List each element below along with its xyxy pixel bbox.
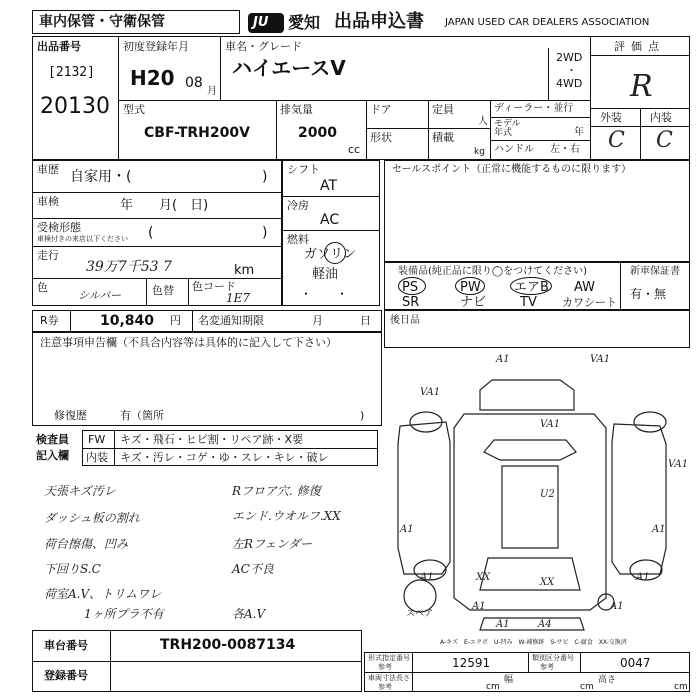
interior-label: 内装 (650, 111, 672, 124)
note-left-6: 1ヶ所プラ不有 (84, 607, 164, 621)
damage-legend: A-キズ E-エクボ U-凹み W-補修跡 S-サビ C-腐食 XX-交換済 (440, 639, 627, 646)
damage-mark-2: VA1 (590, 354, 611, 365)
color-code-value: 1E7 (226, 291, 251, 305)
shift-label: シフト (287, 163, 320, 176)
shift-value: AT (320, 178, 338, 194)
registration-label: 初度登録年月 (123, 40, 189, 53)
lot-label: 出品番号 (37, 40, 81, 53)
sales-point-label: セールスポイント（正常に機能するものに限ります） (392, 164, 632, 175)
damage-mark-4: VA1 (540, 419, 561, 430)
chassis-label: 車台番号 (44, 639, 88, 652)
fw-label: FW (88, 433, 106, 446)
color-label: 色 (37, 281, 48, 294)
grade-label: 評価点 (614, 40, 665, 53)
mileage-label: 走行 (37, 249, 59, 262)
inspector-label-2: 記入欄 (36, 449, 69, 462)
type-designation-ref: 参考 (378, 663, 392, 671)
notes-label: 注意事項申告欄（不具合内容等は具体的に記入して下さい） (40, 336, 337, 349)
history-label: 車歴 (37, 163, 59, 176)
length-unit: cm (486, 682, 500, 692)
drive-dot: ・ (566, 64, 577, 77)
equipment-ps: PS (402, 280, 419, 295)
repair-value: 有（箇所 (120, 409, 164, 422)
org-name: 愛知 (288, 13, 321, 32)
cabin-outline (502, 466, 558, 548)
notice-label: 名変通知期限 (198, 314, 264, 327)
warranty-label: 新車保証書 (630, 266, 680, 277)
seats-label: 定員 (432, 103, 454, 116)
width-unit: cm (580, 682, 594, 692)
year-unit: 年 (574, 127, 584, 138)
drive-4wd: 4WD (556, 77, 583, 90)
note-right-3: 左Rフェンダー (232, 537, 312, 551)
equipment-airbag: エアB (514, 280, 549, 295)
lot-code: [2132] (48, 65, 95, 80)
door-label: ドア (370, 103, 392, 116)
damage-mark-14: A4 (538, 619, 552, 630)
damage-mark-5: U2 (540, 489, 555, 500)
note-right-1: Rフロア穴. 修復 (232, 484, 321, 498)
mileage-unit: km (234, 263, 255, 278)
equipment-navi: ナビ (460, 295, 487, 310)
notice-month: 月 (312, 314, 323, 327)
roof-outline (480, 380, 574, 410)
width-label: 幅 (504, 675, 514, 685)
after-sale-label: 後日品 (390, 315, 420, 326)
damage-mark-8: A1 (652, 524, 666, 535)
color-value: シルバー (78, 289, 121, 302)
handle-options: 左・右 (550, 144, 580, 155)
doc-title: 出品申込書 (334, 11, 424, 32)
history-value: 自家用・( (70, 169, 132, 185)
equipment-tv: TV (520, 295, 537, 310)
note-left-2: ダッシュ板の割れ (44, 511, 140, 525)
damage-mark-12: A1 (636, 572, 650, 583)
note-left-4: 下回りS.C (44, 562, 101, 576)
type-designation-value: 12591 (452, 656, 491, 670)
class-number-ref: 参考 (540, 663, 554, 671)
equipment-pw: PW (460, 280, 481, 295)
height-label: 高さ (598, 675, 617, 685)
exterior-grade: C (608, 128, 625, 153)
interior-check-label: 内装 (86, 451, 108, 464)
ac-label: 冷房 (287, 199, 309, 212)
damage-mark-3: VA1 (420, 387, 441, 398)
note-left-5: 荷室A.V、トリムワレ (44, 587, 162, 601)
windshield-outline (484, 440, 576, 460)
ju-logo (248, 13, 284, 33)
registration-month: 08 (185, 75, 203, 91)
type-designation-label: 形式指定番号 (368, 654, 410, 662)
fuel-selected-circle (324, 242, 346, 264)
interior-grade: C (656, 128, 673, 153)
length-label: 車両寸法長さ (368, 674, 410, 682)
registration-era-year: H20 (130, 66, 175, 90)
car-name: ハイエースV (232, 56, 346, 80)
handle-label: ハンドル (494, 144, 534, 155)
height-unit: cm (674, 682, 688, 692)
notice-day: 日 (360, 314, 371, 327)
note-right-4: AC不良 (232, 562, 274, 576)
fuel-gasoline: ガソリン (304, 247, 357, 262)
inspector-label-1: 検査員 (36, 433, 69, 446)
model-value: CBF-TRH200V (144, 125, 250, 141)
note-right-6: 各A.V (232, 607, 266, 621)
note-right-2: エンド.ウオルフ.XX (232, 509, 341, 523)
equipment-leather: カワシート (562, 296, 617, 309)
seats-unit: 人 (478, 116, 488, 127)
equipment-ps-circle (398, 277, 426, 295)
ju-logo-text: JU (253, 15, 269, 30)
grade-score: R (630, 69, 653, 104)
exterior-label: 外装 (600, 111, 622, 124)
history-close: ) (262, 169, 268, 185)
chassis-value: TRH200-0087134 (160, 637, 296, 653)
repair-label: 修復歴 (54, 409, 87, 422)
model-year-label: モデル 年式 (494, 119, 521, 139)
fw-items: キズ・飛石・ヒビ割・リペア跡・X要 (120, 433, 304, 446)
car-name-label: 車名・グレード (225, 40, 302, 53)
inspection-value: 年 月( 日) (120, 198, 209, 213)
right-side-outline (612, 424, 666, 574)
displacement-value: 2000 (298, 125, 337, 141)
damage-mark-10: XX (540, 577, 555, 588)
displacement-label: 排気量 (280, 103, 313, 116)
damage-mark-9: XX (476, 572, 491, 583)
fuel-label: 燃料 (287, 233, 309, 246)
kg-unit: kg (474, 147, 485, 157)
reception-label: 受検形態 (37, 221, 81, 234)
registration-month-unit: 月 (207, 86, 217, 97)
left-side-outline (398, 422, 450, 574)
damage-mark-11: A1 (420, 572, 434, 583)
damage-mark-16: A1 (496, 619, 510, 630)
equipment-airbag-circle (510, 277, 552, 295)
repair-close: ) (360, 409, 365, 422)
cc-unit: cc (348, 143, 361, 156)
damage-mark-1: A1 (496, 354, 510, 365)
equipment-label: 装備品(純正品に限り◯をつけてください) (398, 266, 587, 277)
sales-point-box (384, 160, 690, 262)
reception-note: 車検付きの来店以下ください (37, 235, 128, 243)
storage-title-box (32, 10, 240, 34)
drive-2wd: 2WD (556, 51, 583, 64)
spare-tire-icon (404, 580, 436, 612)
association-name: JAPAN USED CAR DEALERS ASSOCIATION (445, 17, 650, 28)
recycle-amount: 10,840 (100, 313, 155, 329)
note-left-3: 荷台擦傷、凹み (44, 537, 129, 551)
class-number-value: 0047 (620, 656, 651, 670)
dealer-label: ディーラー・並行 (494, 103, 574, 114)
damage-mark-6: VA1 (668, 459, 689, 470)
shape-label: 形状 (370, 131, 392, 144)
class-number-label: 類別区分番号 (532, 654, 574, 662)
note-left-1: 天張キズ汚レ (44, 484, 116, 498)
load-label: 積載 (432, 131, 454, 144)
equipment-pw-circle (455, 277, 485, 295)
damage-mark-13: A1 (472, 601, 486, 612)
lot-number: 20130 (40, 94, 110, 119)
color-code-label: 色コード (192, 280, 236, 293)
equipment-aw: AW (574, 280, 596, 295)
storage-title: 車内保管・守衛保管 (39, 14, 165, 30)
registration-number-label: 登録番号 (44, 669, 88, 682)
fuel-diesel: 軽油 (312, 267, 339, 282)
fuel-dots: ・ ・ (300, 287, 349, 301)
damage-mark-15: A1 (610, 601, 624, 612)
mileage-value: 39万7千53 7 (86, 259, 172, 275)
inspection-label: 車検 (37, 195, 59, 208)
spare-label: スペア (406, 609, 434, 619)
reception-open: ( (148, 225, 154, 241)
model-label: 型式 (123, 103, 145, 116)
reception-close: ) (262, 225, 268, 241)
ac-value: AC (320, 212, 340, 228)
warranty-value: 有・無 (630, 287, 667, 301)
rear-outline (480, 558, 580, 590)
equipment-sr: SR (402, 295, 420, 310)
length-ref: 参考 (378, 683, 392, 691)
damage-mark-7: A1 (400, 524, 414, 535)
recycle-label: R券 (40, 314, 59, 327)
recycle-yen: 円 (170, 314, 181, 327)
after-sale-box (384, 310, 690, 348)
color-change-label: 色替 (152, 284, 174, 297)
interior-check-items: キズ・汚レ・コゲ・ゆ・スレ・キレ・破レ (120, 451, 329, 464)
